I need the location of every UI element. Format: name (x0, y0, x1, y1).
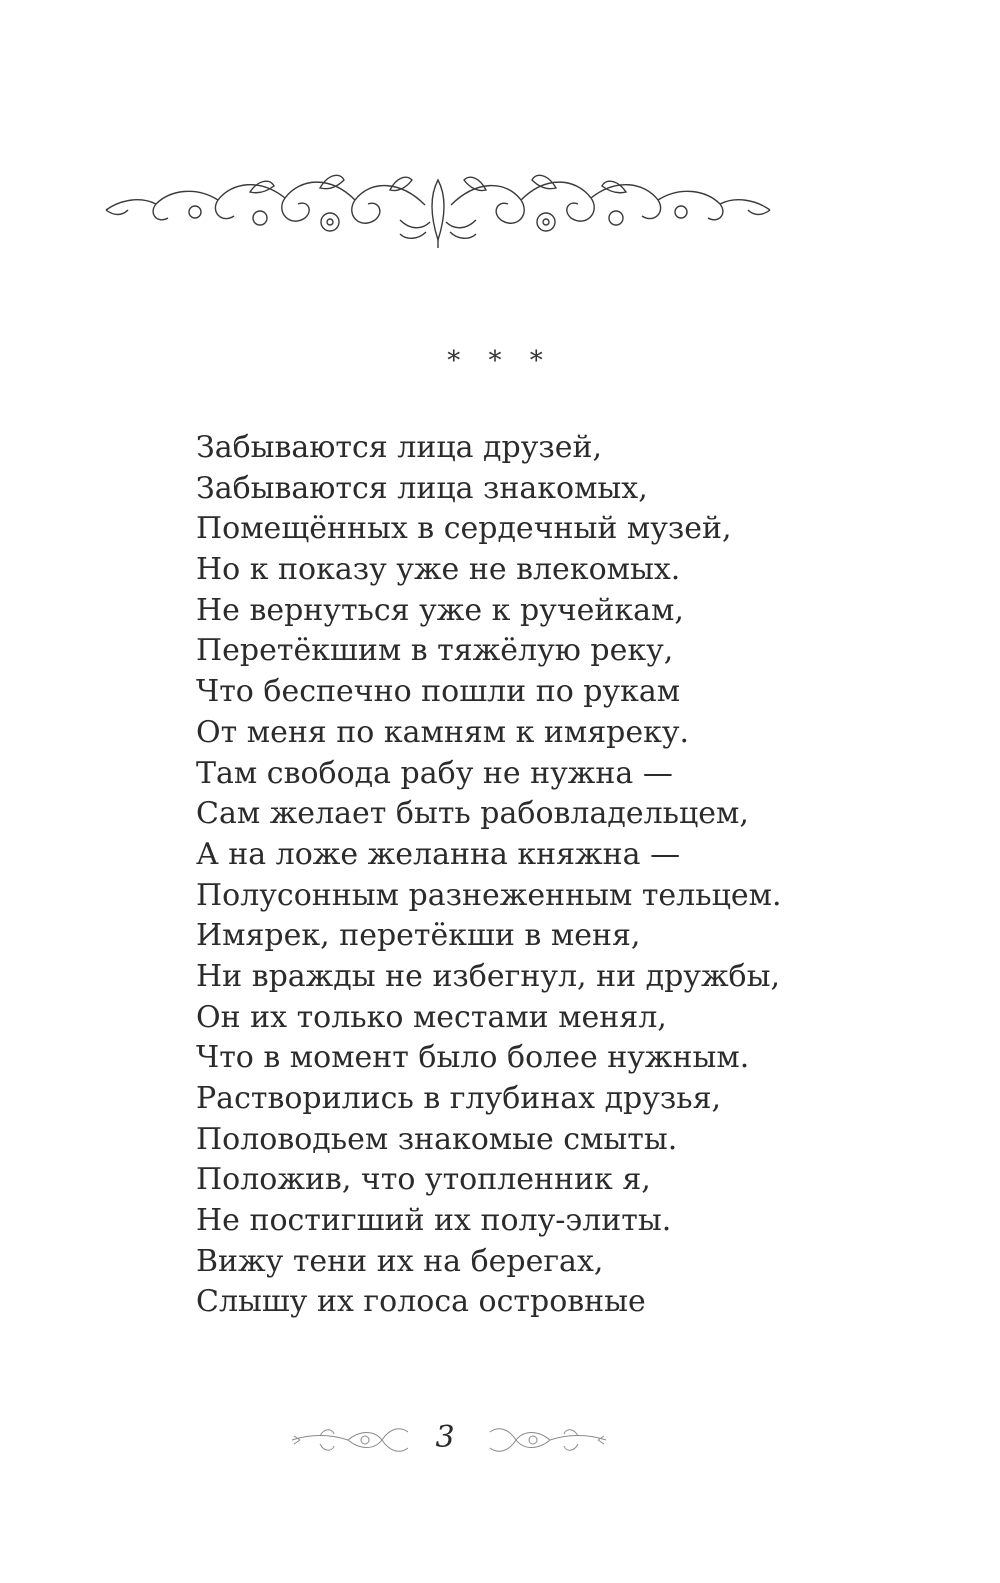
poem-line: Слышу их голоса островные (196, 1284, 646, 1320)
poem-line: Положив, что утопленник я, (196, 1162, 651, 1198)
poem-line: Перетёкшим в тяжёлую реку, (196, 633, 674, 669)
poem-line: Что в момент было более нужным. (196, 1040, 750, 1076)
page-number: 3 (435, 1420, 455, 1455)
footer-left-ornament-icon (290, 1416, 410, 1460)
poem-line: Имярек, перетёкши в меня, (196, 918, 641, 954)
poem-line: Сам желает быть рабовладельцем, (196, 796, 749, 832)
poem-line: Забываются лица друзей, (196, 430, 603, 465)
poem-line: Что беспечно пошли по рукам (196, 674, 681, 710)
poem-line: Он их только местами менял, (196, 999, 667, 1035)
poem-line: Растворились в глубинах друзья, (196, 1081, 722, 1116)
page-footer (0, 1412, 1000, 1472)
poem-body (196, 428, 781, 1323)
header-floral-ornament-icon (100, 160, 776, 250)
poem-line: Забываются лица знакомых, (196, 470, 648, 506)
footer-right-ornament-icon (488, 1416, 608, 1460)
poem-line: От меня по камням к имяреку. (196, 714, 690, 750)
poem-line: Помещённых в сердечный музей, (196, 511, 732, 547)
poem-line: А на ложе желанна княжна — (196, 836, 681, 872)
poem-line: Полусонным разнеженным тельцем. (196, 877, 782, 913)
poem-line: Там свобода рабу не нужна — (196, 755, 673, 791)
poem-line: Не постигший их полу-элиты. (196, 1203, 672, 1239)
poem-line: Половодьем знакомые смыты. (196, 1121, 678, 1157)
poem-line: Не вернуться уже к ручейкам, (196, 592, 684, 628)
poem-line: Но к показу уже не влекомых. (196, 552, 681, 588)
poem-line: Вижу тени их на берегах, (196, 1243, 604, 1279)
section-marker: * * * (447, 346, 553, 376)
poem-line: Ни вражды не избегнул, ни дружбы, (196, 958, 781, 994)
